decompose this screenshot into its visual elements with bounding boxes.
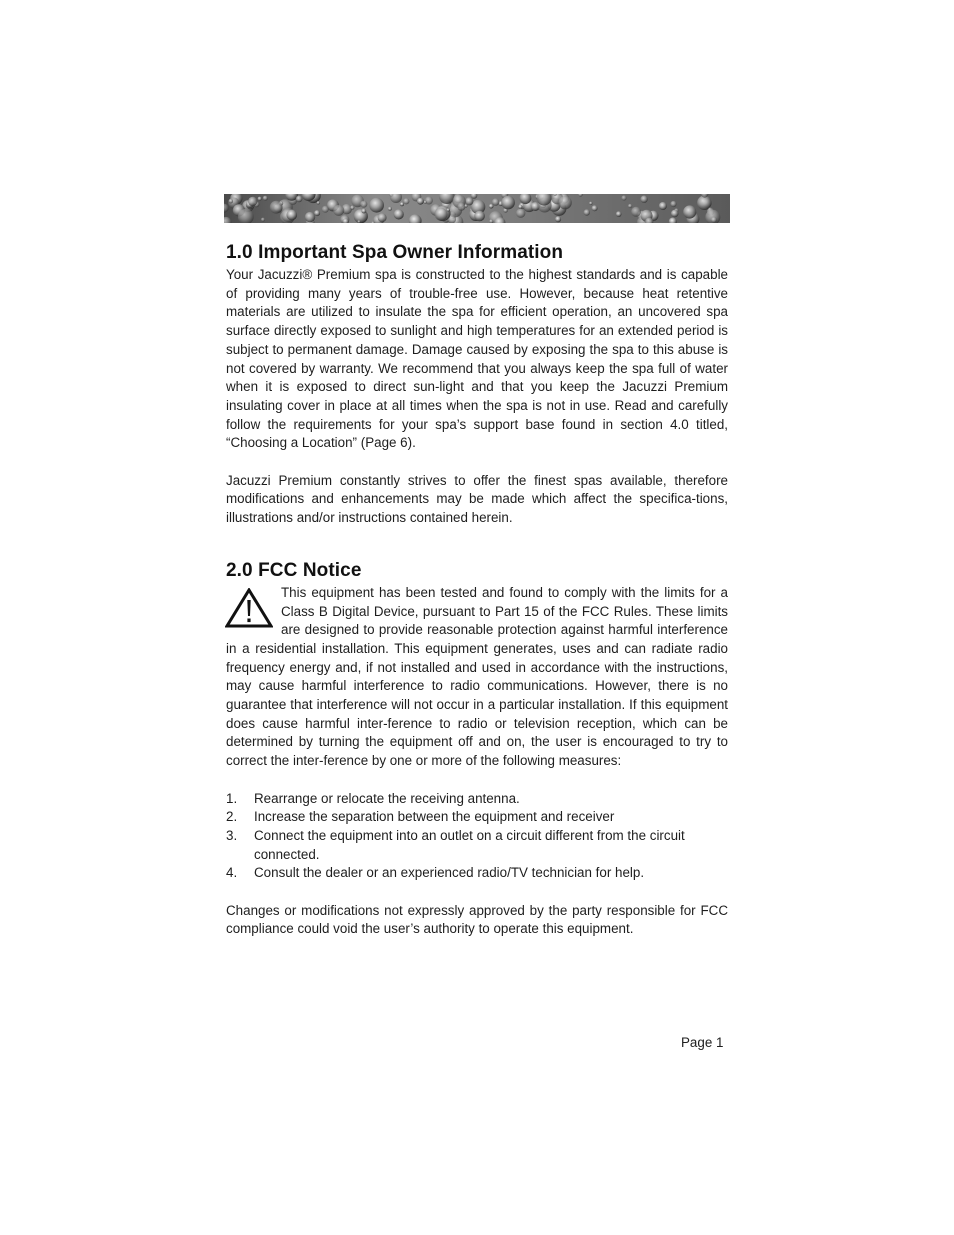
bubble [270,201,283,214]
bubble [417,198,424,205]
bubble [369,198,384,213]
bubble [360,201,367,208]
bubble [616,211,622,217]
bubble [435,208,448,221]
bubble [640,196,647,203]
bubble [361,209,366,214]
section-1-heading: 1.0 Important Spa Owner Information [226,242,564,263]
bubble [317,201,320,204]
bubble [518,205,522,209]
list-item: 3. Connect the equipment into an outlet on a circuit different from the circuit connected. [226,827,685,862]
bubble [628,204,632,208]
list-item: 4. Consult the dealer or an experienced radio/TV technician for help. [226,865,645,881]
bubble [671,210,679,218]
bubble [631,207,641,217]
bubble [584,209,590,215]
fcc-paragraph-2: Changes or modifications not expressly approved by the party responsible for FCC compliance could void the user’s authority to operate this equipment. [226,902,728,937]
fcc-paragraph-1: This equipment has been tested and found to comply with the limits for a Class B Digital Device, pursuant to Part 15 of the FCC Rules. These limits are designed to provide reasonable protection against harmful interference in a residential installation. This equipment generates, uses and can radiate radio frequency energy and, if not installed and used in accordance with the instructions, may cause harmful interference to radio communications. However, there is no guarantee that interference will not occur in a particular installation. If this equipment does cause harmful inter-ference to radio or television reception, which can be determined by turning the equipment off and on, the user is encouraged to try to correct the inter-ference by one or more of the following measures: [226,584,728,769]
section-2-heading: 2.0 FCC Notice [226,559,362,581]
bubble [314,210,320,216]
bubble [711,217,717,223]
bubble [489,204,494,209]
bubble [592,205,598,211]
page-content [226,240,728,939]
bubble [322,206,329,213]
bubble [400,202,404,206]
bubble [403,198,409,204]
bubble [683,205,696,218]
bubble [447,208,450,211]
fcc-measures-list [226,790,728,884]
bubble [261,218,265,222]
bubble [621,195,626,200]
bubbles-icon [224,194,730,223]
list-item: 1. Rearrange or relocate the receiving antenna. [226,790,520,806]
bubble [697,196,711,210]
bubble [501,196,515,210]
bubble [670,201,676,207]
bubble [296,196,303,203]
bubble [516,209,525,218]
bubble [333,205,344,216]
water-texture-banner [224,194,730,223]
bubble [263,196,268,201]
bubble [305,212,315,222]
warning-triangle-icon [225,588,273,628]
bubble [492,198,499,205]
section-1-paragraph-1: Your Jacuzzi® Premium spa is constructed to the highest standards and is capable of providing many years of trouble-free use. However, because heat retentive materials are utilized to insulate the spa for efficient operation, an uncovered spa surface directly exposed to sunlight and high temperatures for an extended period is subject to permanent damage. Damage caused by exposing the spa to this abuse is not covered by warranty. We recommend that you always keep the spa full of water when it is exposed to direct sun-light and that you keep the Jacuzzi Premium insulating cover in place at all times when the spa is not in use. Read and carefully follow the requirements for your spa’s support base found in section 4.0 titled, “Choosing a Location” (Page 6). [226,267,728,451]
bubble [287,210,298,221]
bubble [229,199,234,204]
bubble [258,197,262,201]
fcc-notice-body [226,584,728,771]
bubble [248,197,257,206]
bubble [555,216,561,222]
page-number: Page 1 [681,1035,724,1050]
bubble [394,209,404,219]
bubble [378,213,387,222]
list-item: 2. Increase the separation between the equipment and receiver [226,809,615,825]
bubble [558,196,571,209]
bubble [589,202,592,205]
bubble [424,201,427,204]
bubble [659,202,667,210]
bubble [465,197,473,205]
bubble [457,203,465,211]
section-1-paragraph-2: Jacuzzi Premium constantly strives to offer the finest spas available, therefore modifications and enhancements may be made which affect the specifica-tions, illustrations and/or instructions contained herein. [226,472,728,526]
bubble [474,211,485,222]
bubble [388,207,392,211]
bubble [350,206,354,210]
